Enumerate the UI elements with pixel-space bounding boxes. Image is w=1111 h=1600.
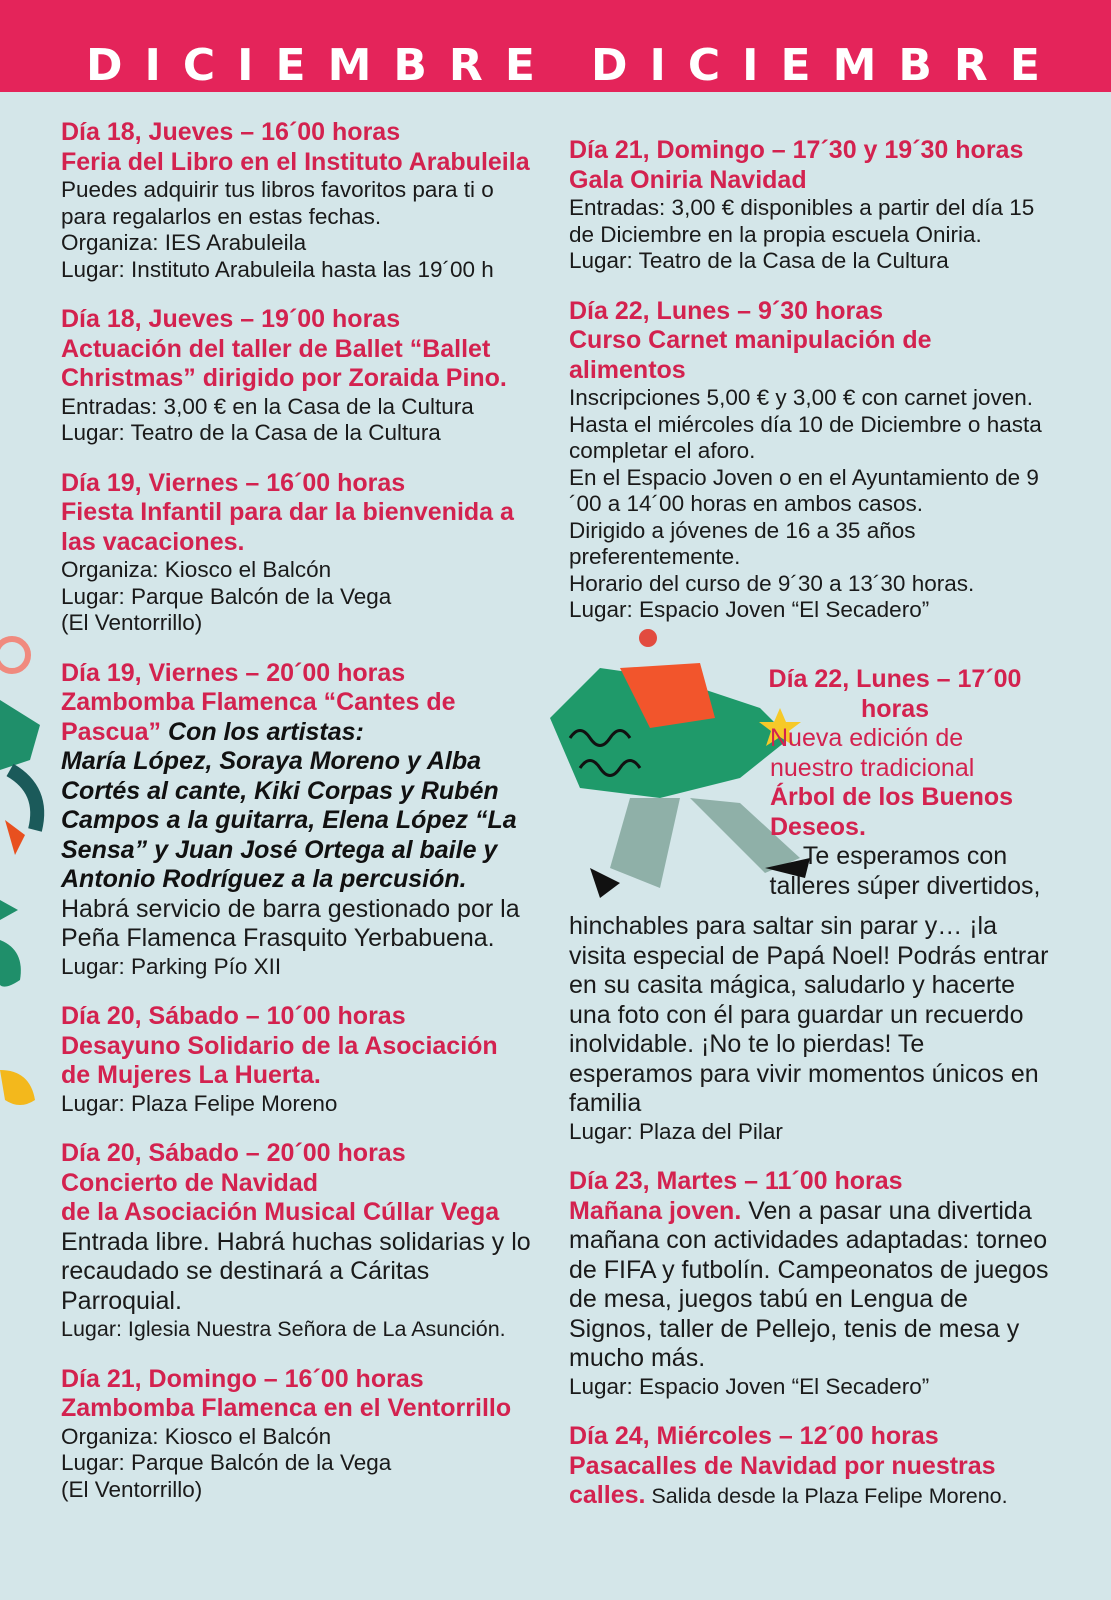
event-line: Lugar: Parking Pío XII	[61, 953, 282, 979]
event-title: Día 20, Sábado – 10´00 horas Desayuno Solidario de la Asociación de Mujeres La Huerta.	[61, 1002, 498, 1089]
right-column-bottom	[569, 912, 1049, 1534]
event-line: Organiza: Kiosco el Balcón	[61, 557, 332, 582]
event-line: Habrá servicio de barra gestionado por la Peña Flamenca Frasquito Yerbabuena.	[61, 894, 520, 952]
event-line: Horario del curso de 9´30 a 13´30 horas.	[569, 570, 975, 596]
event-line: Lugar: Parque Balcón de la Vega	[61, 1450, 392, 1475]
event-inline-text: Ven a pasar una divertida mañana con actividades adaptadas: torneo de FIFA y futbolín. Campeonatos de juegos de mesa, juegos tabú en Lengua de Signos, taller de Pellejo, tenis de mesa y mucho más.	[569, 1196, 1049, 1372]
month-heading-left: DICIEMBRE	[86, 40, 557, 91]
event-line: Puedes adquirir tus libros favoritos para ti o para regalarlos en estas fechas.	[61, 177, 494, 229]
event-title: Día 20, Sábado – 20´00 horas Concierto de Navidad de la Asociación Musical Cúllar Vega	[61, 1139, 500, 1226]
header-bar	[0, 0, 1111, 92]
event-concierto-navidad	[61, 1139, 531, 1343]
event-title: Día 18, Jueves – 19´00 horas Actuación del taller de Ballet “Ballet Christmas” dirigido por Zoraida Pino.	[61, 305, 507, 392]
artists-intro: Con los artistas:	[161, 717, 364, 746]
event-title-text: Día 23, Martes – 11´00 horas Mañana joven.	[569, 1167, 903, 1225]
event-title	[569, 1167, 1049, 1374]
event-title: Día 22, Lunes – 9´30 horas Curso Carnet manipulación de alimentos	[569, 296, 932, 384]
event-title-text: Día 24, Miércoles – 12´00 horas Pasacalles de Navidad por nuestras calles.	[569, 1422, 996, 1509]
event-line: Lugar: Parque Balcón de la Vega	[61, 583, 392, 609]
event-inline-text: Salida desde la Plaza Felipe Moreno.	[645, 1484, 1008, 1508]
event-line: Organiza: IES Arabuleila	[61, 230, 307, 255]
event-line: Lugar: Plaza Felipe Moreno	[61, 1090, 338, 1116]
event-arbol-continued	[569, 912, 1049, 1145]
event-title: Día 21, Domingo – 16´00 horas Zambomba Flamenca en el Ventorrillo	[61, 1364, 512, 1422]
event-line: Lugar: Plaza del Pilar	[569, 1118, 783, 1144]
event-line: Te esperamos con talleres súper divertidos,	[769, 842, 1041, 900]
event-ballet	[61, 305, 531, 447]
event-manana-joven	[569, 1167, 1049, 1400]
event-line: Lugar: Teatro de la Casa de la Cultura	[569, 248, 949, 273]
dancer-illustration	[0, 630, 60, 1130]
event-highlight: Árbol de los Buenos Deseos.	[770, 783, 1014, 841]
event-line: Inscripciones 5,00 € y 3,00 € con carnet joven. Hasta el miércoles día 10 de Diciembre o hasta completar el aforo.	[569, 385, 1042, 463]
event-line: Lugar: Iglesia Nuestra Señora de La Asunción.	[61, 1317, 506, 1341]
artists-list: María López, Soraya Moreno y Alba Cortés al cante, Kiki Corpas y Rubén Campos a la guitarra, Elena López “La Sensa” y Juan José Ortega al baile y Antonio Rodríguez a la percusión.	[61, 747, 517, 893]
event-zambomba-pascua	[61, 659, 531, 981]
event-line: Entradas: 3,00 € disponibles a partir del día 15 de Diciembre en la propia escuela Oniria.	[569, 195, 1035, 247]
event-title: Día 18, Jueves – 16´00 horas Feria del Libro en el Instituto Arabuleila	[61, 118, 530, 176]
event-curso-carnet	[569, 297, 1049, 624]
event-line: En el Espacio Joven o en el Ayuntamiento de 9´00 a 14´00 horas en ambos casos.	[569, 464, 1039, 516]
event-line: hinchables para saltar sin parar y… ¡la visita especial de Papá Noel! Podrás entrar en su casita mágica, saludarlo y hacerte una foto con él para guardar un recuerdo inolvidable. ¡No te lo pierdas! Te esperamos para vivir momentos únicos en familia	[569, 912, 1049, 1117]
event-line: Lugar: Espacio Joven “El Secadero”	[569, 1373, 930, 1399]
event-line: Entradas: 3,00 € en la Casa de la Cultura	[61, 393, 474, 419]
event-line: (El Ventorrillo)	[61, 1476, 203, 1502]
event-arbol-deseos	[740, 665, 1050, 901]
event-title-text: Día 19, Viernes – 20´00 horas Zambomba Flamenca “Cantes de Pascua”	[61, 658, 456, 746]
event-line: Entrada libre. Habrá huchas solidarias y lo recaudado se destinará a Cáritas Parroquial.	[61, 1227, 531, 1315]
event-line: Lugar: Instituto Arabuleila hasta las 19´00 h	[61, 256, 494, 282]
left-column	[61, 118, 531, 1525]
right-column-top	[569, 136, 1049, 646]
event-line: Lugar: Espacio Joven “El Secadero”	[569, 597, 930, 622]
event-line: Lugar: Teatro de la Casa de la Cultura	[61, 420, 441, 445]
event-line: Nueva edición de nuestro tradicional	[770, 724, 975, 782]
event-title: Día 22, Lunes – 17´00 horas	[768, 665, 1022, 723]
event-title	[61, 659, 531, 748]
event-pasacalles	[569, 1422, 1049, 1512]
event-title	[569, 1422, 1049, 1512]
event-title: Día 21, Domingo – 17´30 y 19´30 horas Gala Oniria Navidad	[569, 136, 1024, 194]
event-gala-oniria	[569, 136, 1049, 275]
month-heading-right: DICIEMBRE	[591, 40, 1062, 91]
event-line: (El Ventorrillo)	[61, 610, 203, 635]
event-zambomba-ventorrillo	[61, 1365, 531, 1504]
event-title: Día 19, Viernes – 16´00 horas Fiesta Infantil para dar la bienvenida a las vacaciones.	[61, 468, 514, 556]
event-desayuno-solidario	[61, 1002, 531, 1117]
event-feria-libro	[61, 118, 531, 283]
event-fiesta-infantil	[61, 469, 531, 637]
event-line: Dirigido a jóvenes de 16 a 35 años preferentemente.	[569, 517, 916, 569]
event-line: Organiza: Kiosco el Balcón	[61, 1423, 332, 1449]
